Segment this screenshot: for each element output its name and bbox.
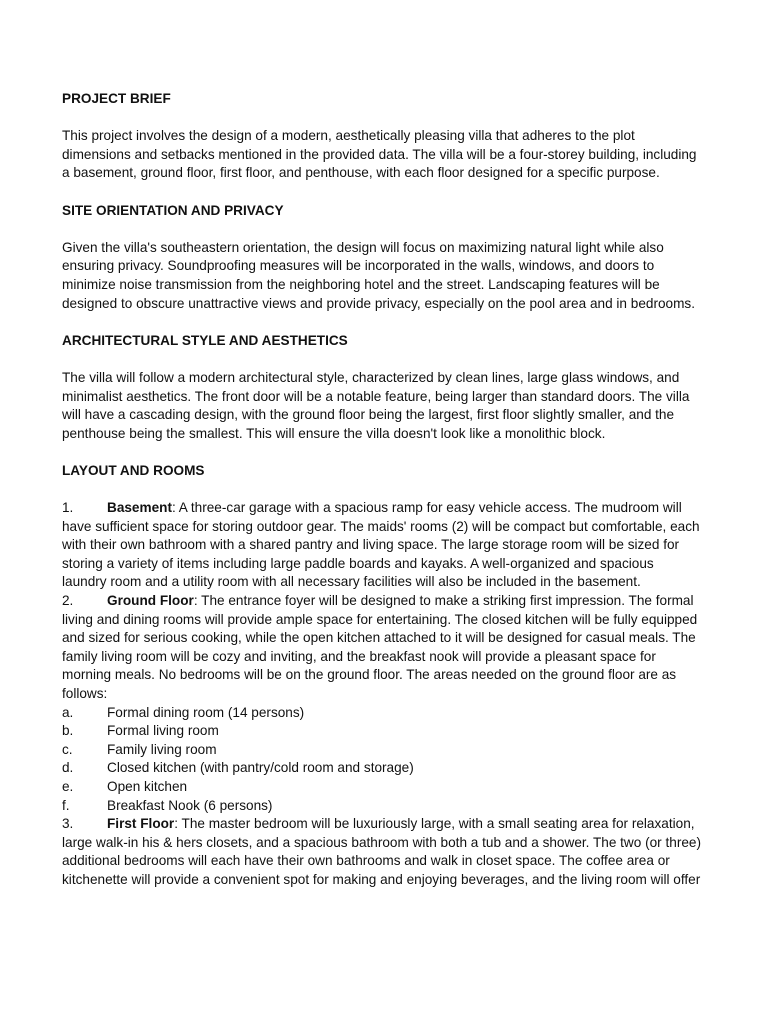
document-page <box>62 90 722 890</box>
text-line: have sufficient space for storing outdoor gear. The maids' rooms (2) will be compact but comfortable, each <box>62 518 700 534</box>
text-line: additional bedrooms will each have their own bathrooms and walk in closet space. The coffee area or <box>62 853 670 869</box>
spacer <box>62 220 722 239</box>
sub-list-item <box>62 741 722 760</box>
sub-list-letter: b. <box>62 723 74 739</box>
text-line: This project involves the design of a modern, aesthetically pleasing villa that adheres to the plot <box>62 128 635 144</box>
text-line: family living room will be cozy and inviting, and the breakfast nook will provide a pleasant space for <box>62 648 656 664</box>
sub-list-letter: e. <box>62 778 74 794</box>
list-number: 2. <box>62 593 74 609</box>
paragraph-site-orientation <box>62 239 722 313</box>
item-title: Ground Floor <box>107 593 194 609</box>
sub-list-item <box>62 778 722 797</box>
text-line: living and dining rooms will provide ample space for entertaining. The closed kitchen will be fully equipped <box>62 611 698 627</box>
text-line: a basement, ground floor, first floor, and penthouse, with each floor designed for a specific purpose. <box>62 165 660 181</box>
item-title: Basement <box>107 500 172 516</box>
list-number: 3. <box>62 816 74 832</box>
list-item-text <box>62 499 722 518</box>
text-line: minimalist aesthetics. The front door will be a notable feature, being larger than standard doors. The villa <box>62 388 690 404</box>
list-item-basement <box>62 499 722 592</box>
sub-list-text: Family living room <box>107 741 217 757</box>
sub-list-text: Breakfast Nook (6 persons) <box>107 797 273 813</box>
spacer <box>62 443 722 462</box>
spacer <box>62 480 722 499</box>
list-number: 1. <box>62 500 74 516</box>
sub-list-letter: c. <box>62 741 73 757</box>
item-text: : The master bedroom will be luxuriously large, with a small seating area for relaxation, <box>174 816 695 832</box>
sub-list-item <box>62 704 722 723</box>
spacer <box>62 183 722 202</box>
text-line: penthouse being the smallest. This will ensure the villa doesn't look like a monolithic block. <box>62 425 606 441</box>
text-line: designed to obscure unattractive views and provide privacy, especially on the pool area and in bedrooms. <box>62 295 695 311</box>
text-line: will have a cascading design, with the ground floor being the largest, first floor slightly smaller, and the <box>62 407 675 423</box>
sub-list-letter: f. <box>62 797 70 813</box>
paragraph-project-brief <box>62 127 722 183</box>
spacer <box>62 313 722 332</box>
list-item-first-line <box>62 815 722 834</box>
text-line: storing a variety of items including large paddle boards and kayaks. A well-organized and spacious <box>62 555 654 571</box>
text-line: ensuring privacy. Soundproofing measures will be incorporated in the walls, windows, and doors to <box>62 258 655 274</box>
list-item-text <box>62 815 722 834</box>
sub-list-text: Formal living room <box>107 723 219 739</box>
sub-list-text: Formal dining room (14 persons) <box>107 704 305 720</box>
paragraph-architectural-style <box>62 369 722 443</box>
sub-list-text: Open kitchen <box>107 778 188 794</box>
item-text: : The entrance foyer will be designed to make a striking first impression. The formal <box>193 593 694 609</box>
list-item-first-floor <box>62 815 722 889</box>
list-item-text <box>62 592 722 611</box>
spacer <box>62 350 722 369</box>
spacer <box>62 109 722 128</box>
text-line: and sized for serious cooking, while the open kitchen attached to it will be designed for casual meals. The <box>62 630 696 646</box>
sub-list-item <box>62 797 722 816</box>
text-line: morning meals. No bedrooms will be on the ground floor. The areas needed on the ground floor are as <box>62 667 677 683</box>
list-item-ground-floor <box>62 592 722 815</box>
text-line: kitchenette will provide a convenient spot for making and enjoying beverages, and the living room will offer <box>62 871 701 887</box>
heading-project-brief: PROJECT BRIEF <box>62 91 171 106</box>
text-line: follows: <box>62 686 108 701</box>
text-line: Given the villa's southeastern orientation, the design will focus on maximizing natural light while also <box>62 239 664 255</box>
sub-list-letter: a. <box>62 704 74 720</box>
item-title: First Floor <box>107 816 175 832</box>
text-line: dimensions and setbacks mentioned in the provided data. The villa will be a four-storey building, including <box>62 146 697 162</box>
item-text: : A three-car garage with a spacious ramp for easy vehicle access. The mudroom will <box>171 500 682 516</box>
text-line: with their own bathroom with a shared pantry and living space. The large storage room will be sized for <box>62 537 680 553</box>
text-line: minimize noise transmission from the neighboring hotel and the street. Landscaping features will be <box>62 276 660 292</box>
sub-list-item <box>62 759 722 778</box>
text-line: laundry room and a utility room with all necessary facilities will also be included in the basement. <box>62 574 641 590</box>
heading-architectural-style: ARCHITECTURAL STYLE AND AESTHETICS <box>62 332 348 348</box>
text-line: The villa will follow a modern architectural style, characterized by clean lines, large glass windows, and <box>62 369 680 385</box>
sub-list-text: Closed kitchen (with pantry/cold room and storage) <box>107 760 414 776</box>
sub-list-item <box>62 722 722 741</box>
list-item-first-line <box>62 499 722 518</box>
heading-layout-and-rooms: LAYOUT AND ROOMS <box>62 462 205 478</box>
list-item-first-line <box>62 592 722 611</box>
sub-list-letter: d. <box>62 760 74 776</box>
heading-site-orientation: SITE ORIENTATION AND PRIVACY <box>62 202 284 218</box>
text-line: large walk-in his & hers closets, and a spacious bathroom with both a tub and a shower. The two (or three) <box>62 834 701 850</box>
